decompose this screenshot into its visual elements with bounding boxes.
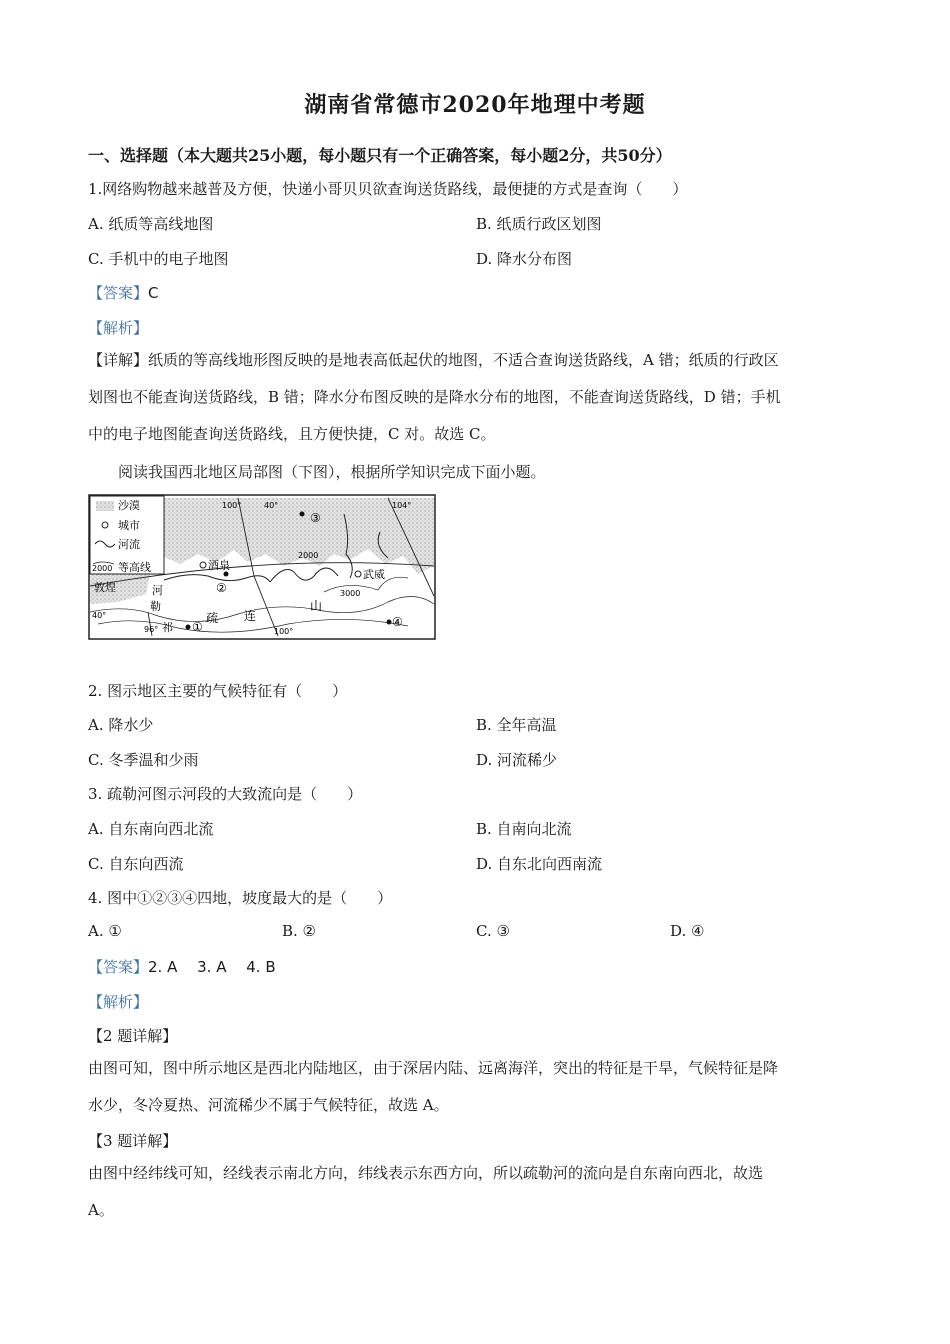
degree-label: 100° xyxy=(274,627,294,636)
legend-label: 等高线 xyxy=(118,561,151,574)
q1-detail xyxy=(88,342,863,453)
place-label: 河 xyxy=(152,584,163,597)
q4-option-b: B. ② xyxy=(282,922,317,940)
legend-label: 城市 xyxy=(118,519,140,532)
answer-values: 2. A 3. A 4. B xyxy=(148,958,276,976)
place-label: 勒 xyxy=(150,600,161,613)
legend-label: 河流 xyxy=(118,538,140,551)
degree-label: 40° xyxy=(264,501,279,510)
city-label: 武威 xyxy=(363,568,385,581)
degree-label: 100° xyxy=(222,501,242,510)
degree-label: 40° xyxy=(92,611,107,620)
q3-option-d: D. 自东北向西南流 xyxy=(476,855,603,873)
q2-detail-line: 水少，冬冷夏热、河流稀少不属于气候特征，故选 A。 xyxy=(88,1096,449,1114)
marker-label: ① xyxy=(192,620,203,634)
q1-detail-line: 中的电子地图能查询送货路线，且方便快捷，C 对。故选 C。 xyxy=(88,425,496,443)
q1-option-a: A. 纸质等高线地图 xyxy=(88,215,214,233)
q2-detail xyxy=(88,1050,863,1124)
question-1-stem: 1.网络购物越来越普及方便，快递小哥贝贝欲查询送货路线，最便捷的方式是查询（ ） xyxy=(88,180,688,198)
q3-detail-tag: 【3 题详解】 xyxy=(88,1132,178,1150)
q4-option-c: C. ③ xyxy=(476,922,510,940)
answers-2-4 xyxy=(88,956,276,977)
q3-option-a: A. 自东南向西北流 xyxy=(88,820,214,838)
q3-option-b: B. 自南向北流 xyxy=(476,820,572,838)
q3-detail xyxy=(88,1155,863,1229)
q2-detail-tag: 【2 题详解】 xyxy=(88,1027,178,1045)
city-label: 敦煌 xyxy=(94,581,116,594)
place-label: 疏 xyxy=(206,611,219,625)
answer-value: C xyxy=(148,284,159,302)
q2-option-d: D. 河流稀少 xyxy=(476,751,558,769)
q2-option-b: B. 全年高温 xyxy=(476,716,557,734)
marker-point xyxy=(224,572,229,577)
q1-option-d: D. 降水分布图 xyxy=(476,250,573,268)
marker-point xyxy=(300,512,305,517)
document-title: 湖南省常德市2020年地理中考题 xyxy=(304,92,646,118)
q4-option-a: A. ① xyxy=(88,922,122,940)
q1-answer xyxy=(88,282,159,303)
answer-tag: 【答案】 xyxy=(88,284,149,302)
reading-prompt: 阅读我国西北地区局部图（下图），根据所学知识完成下面小题。 xyxy=(118,463,546,481)
answer-tag: 【答案】 xyxy=(88,958,149,976)
q4-option-d: D. ④ xyxy=(670,922,705,940)
legend-label: 沙漠 xyxy=(118,499,140,512)
q2-option-c: C. 冬季温和少雨 xyxy=(88,751,199,769)
place-label: 山 xyxy=(310,599,323,613)
q2-detail-line: 由图可知，图中所示地区是西北内陆地区，由于深居内陆、远离海洋，突出的特征是干旱，气候特征是降 xyxy=(88,1059,779,1077)
legend-desert-swatch xyxy=(96,501,114,511)
marker-label: ② xyxy=(216,581,227,595)
q3-option-c: C. 自东向西流 xyxy=(88,855,184,873)
q2-option-a: A. 降水少 xyxy=(88,716,154,734)
legend-contour-value: 2000 xyxy=(92,564,113,573)
q1-option-c: C. 手机中的电子地图 xyxy=(88,250,229,268)
q1-detail-line: 划图也不能查询送货路线，B 错；降水分布图反映的是降水分布的地图，不能查询送货路线，D 错；手机 xyxy=(88,388,781,406)
q3-detail-line: A。 xyxy=(88,1201,114,1219)
place-label: 祁 xyxy=(162,621,173,634)
northwest-china-map xyxy=(88,494,436,640)
marker-point xyxy=(186,625,191,630)
analysis-tag: 【解析】 xyxy=(88,993,149,1011)
marker-point xyxy=(387,620,392,625)
question-4-stem: 4. 图中①②③④四地，坡度最大的是（ ） xyxy=(88,889,393,907)
q1-detail-line: 【详解】纸质的等高线地形图反映的是地表高低起伏的地图，不适合查询送货路线，A 错；纸质的行政区 xyxy=(88,351,779,369)
q3-detail-line: 由图中经纬线可知，经线表示南北方向，纬线表示东西方向，所以疏勒河的流向是自东南向西北，故选 xyxy=(88,1164,764,1182)
degree-label: 96° xyxy=(144,625,159,634)
marker-label: ④ xyxy=(392,615,403,629)
city-label: 酒泉 xyxy=(208,559,230,572)
marker-label: ③ xyxy=(310,511,321,525)
question-3-stem: 3. 疏勒河图示河段的大致流向是（ ） xyxy=(88,785,363,803)
q1-analysis-tag: 【解析】 xyxy=(88,319,149,337)
degree-label: 104° xyxy=(392,501,412,510)
place-label: 连 xyxy=(244,609,257,623)
section-heading: 一、选择题（本大题共25小题，每小题只有一个正确答案，每小题2分，共50分） xyxy=(88,146,672,165)
q1-option-b: B. 纸质行政区划图 xyxy=(476,215,602,233)
contour-value: 3000 xyxy=(340,589,361,598)
question-2-stem: 2. 图示地区主要的气候特征有（ ） xyxy=(88,682,348,700)
contour-value: 2000 xyxy=(298,551,319,560)
